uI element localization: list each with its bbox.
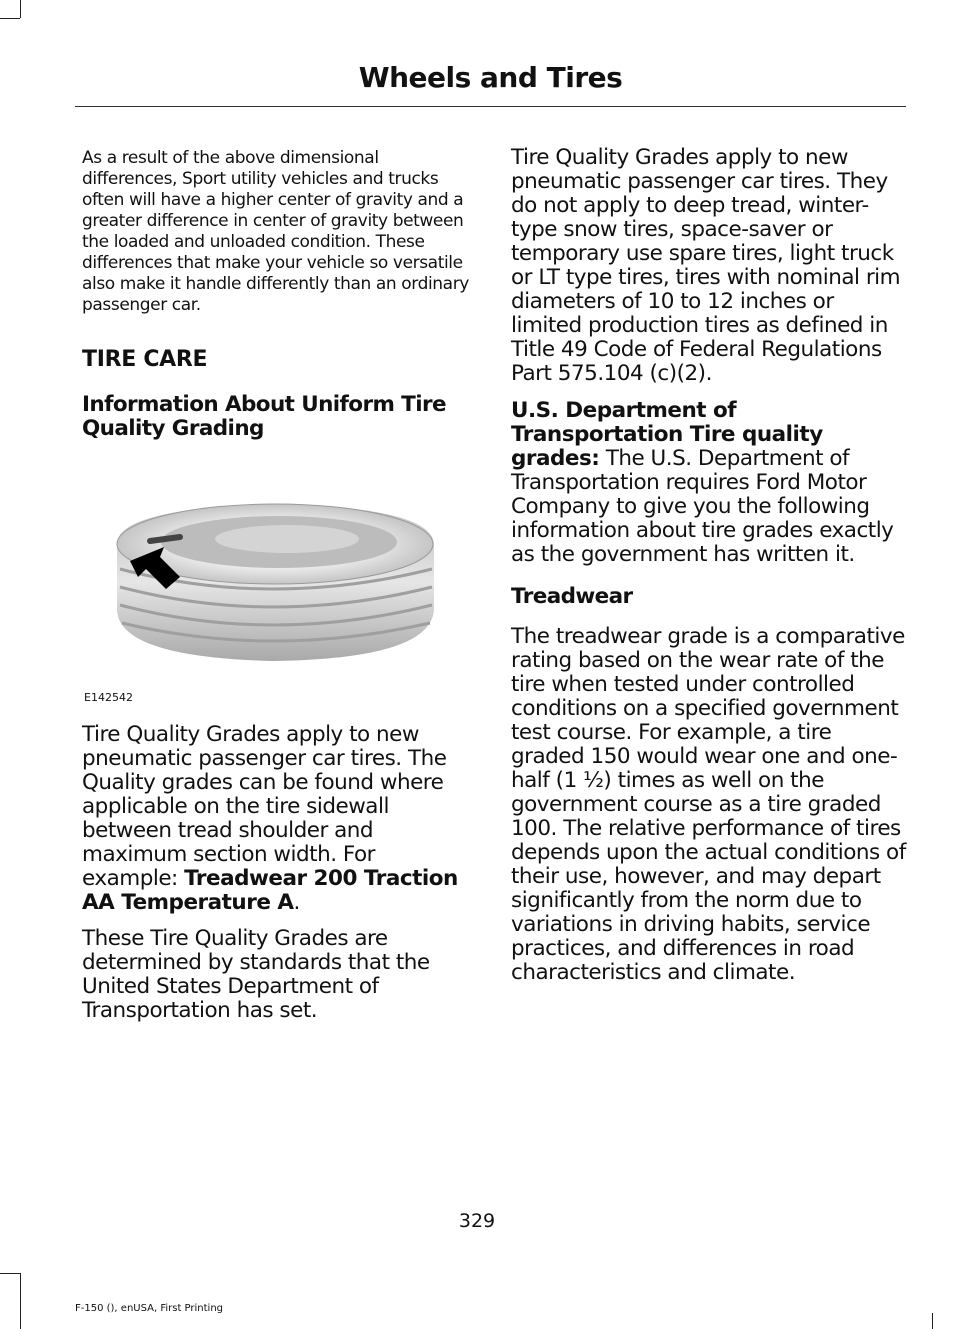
page-number: 329 <box>458 1210 496 1232</box>
crop-mark-bottom-left-v <box>20 1273 21 1329</box>
subheading: Information About Uniform Tire Quality Grading <box>82 392 446 441</box>
page-title: Wheels and Tires <box>358 61 623 94</box>
header-divider <box>75 106 906 107</box>
dot-heading: U.S. Department of Transportation Tire quality grades: <box>511 398 823 471</box>
treadwear-paragraph: The treadwear grade is a comparative rating based on the wear rate of the tire when tested under controlled conditions on a specified government test course. For example, a tire graded 150 would wear one and one-half (1 ½) times as well on the government course as a tire graded 100. The relative performance of tires depends upon the actual conditions of their use, however, and may depart significantly from the norm due to variations in driving habits, service practices, and differences in road characteristics and climate. <box>511 624 906 985</box>
crop-mark-bottom-left-h <box>0 1273 20 1274</box>
quality-grades-end: . <box>293 890 300 915</box>
dot-paragraph <box>511 399 906 567</box>
footer-print-info: F-150 (), enUSA, First Printing <box>75 1303 224 1314</box>
right-column <box>511 146 906 985</box>
figure-code: E142542 <box>84 691 133 704</box>
quality-grades-example: Treadwear 200 Traction AA Temperature A <box>82 866 458 915</box>
dot-text: The U.S. Department of Transportation requires Ford Motor Company to give you the following information about tire grades exactly as the government has written it. <box>511 446 894 567</box>
section-heading: TIRE CARE <box>82 347 208 372</box>
crop-mark-top-left-h <box>0 18 20 19</box>
treadwear-heading: Treadwear <box>511 584 633 609</box>
left-column <box>82 148 477 1023</box>
intro-paragraph: As a result of the above dimensional differences, Sport utility vehicles and trucks often will have a higher center of gravity and a greater difference in center of gravity between the loaded and unloaded condition. These differences that make your vehicle so versatile also make it handle differently than an ordinary passenger car. <box>82 148 469 315</box>
quality-grades-paragraph <box>82 723 477 915</box>
tire-illustration <box>82 449 477 689</box>
crop-mark-bottom-right-v <box>932 1313 933 1329</box>
tire-figure <box>82 449 477 704</box>
applicability-paragraph: Tire Quality Grades apply to new pneumatic passenger car tires. They do not apply to deep tread, winter-type snow tires, space-saver or temporary use spare tires, light truck or LT type tires, tires with nominal rim diameters of 10 to 12 inches or limited production tires as defined in Title 49 Code of Federal Regulations Part 575.104 (c)(2). <box>511 145 901 386</box>
standards-paragraph: These Tire Quality Grades are determined by standards that the United States Department of Transportation has set. <box>82 926 430 1023</box>
crop-mark-top-left-v <box>20 0 21 18</box>
quality-grades-text: Tire Quality Grades apply to new pneumatic passenger car tires. The Quality grades can be found where applicable on the tire sidewall between tread shoulder and maximum section width. For example: <box>82 722 447 891</box>
